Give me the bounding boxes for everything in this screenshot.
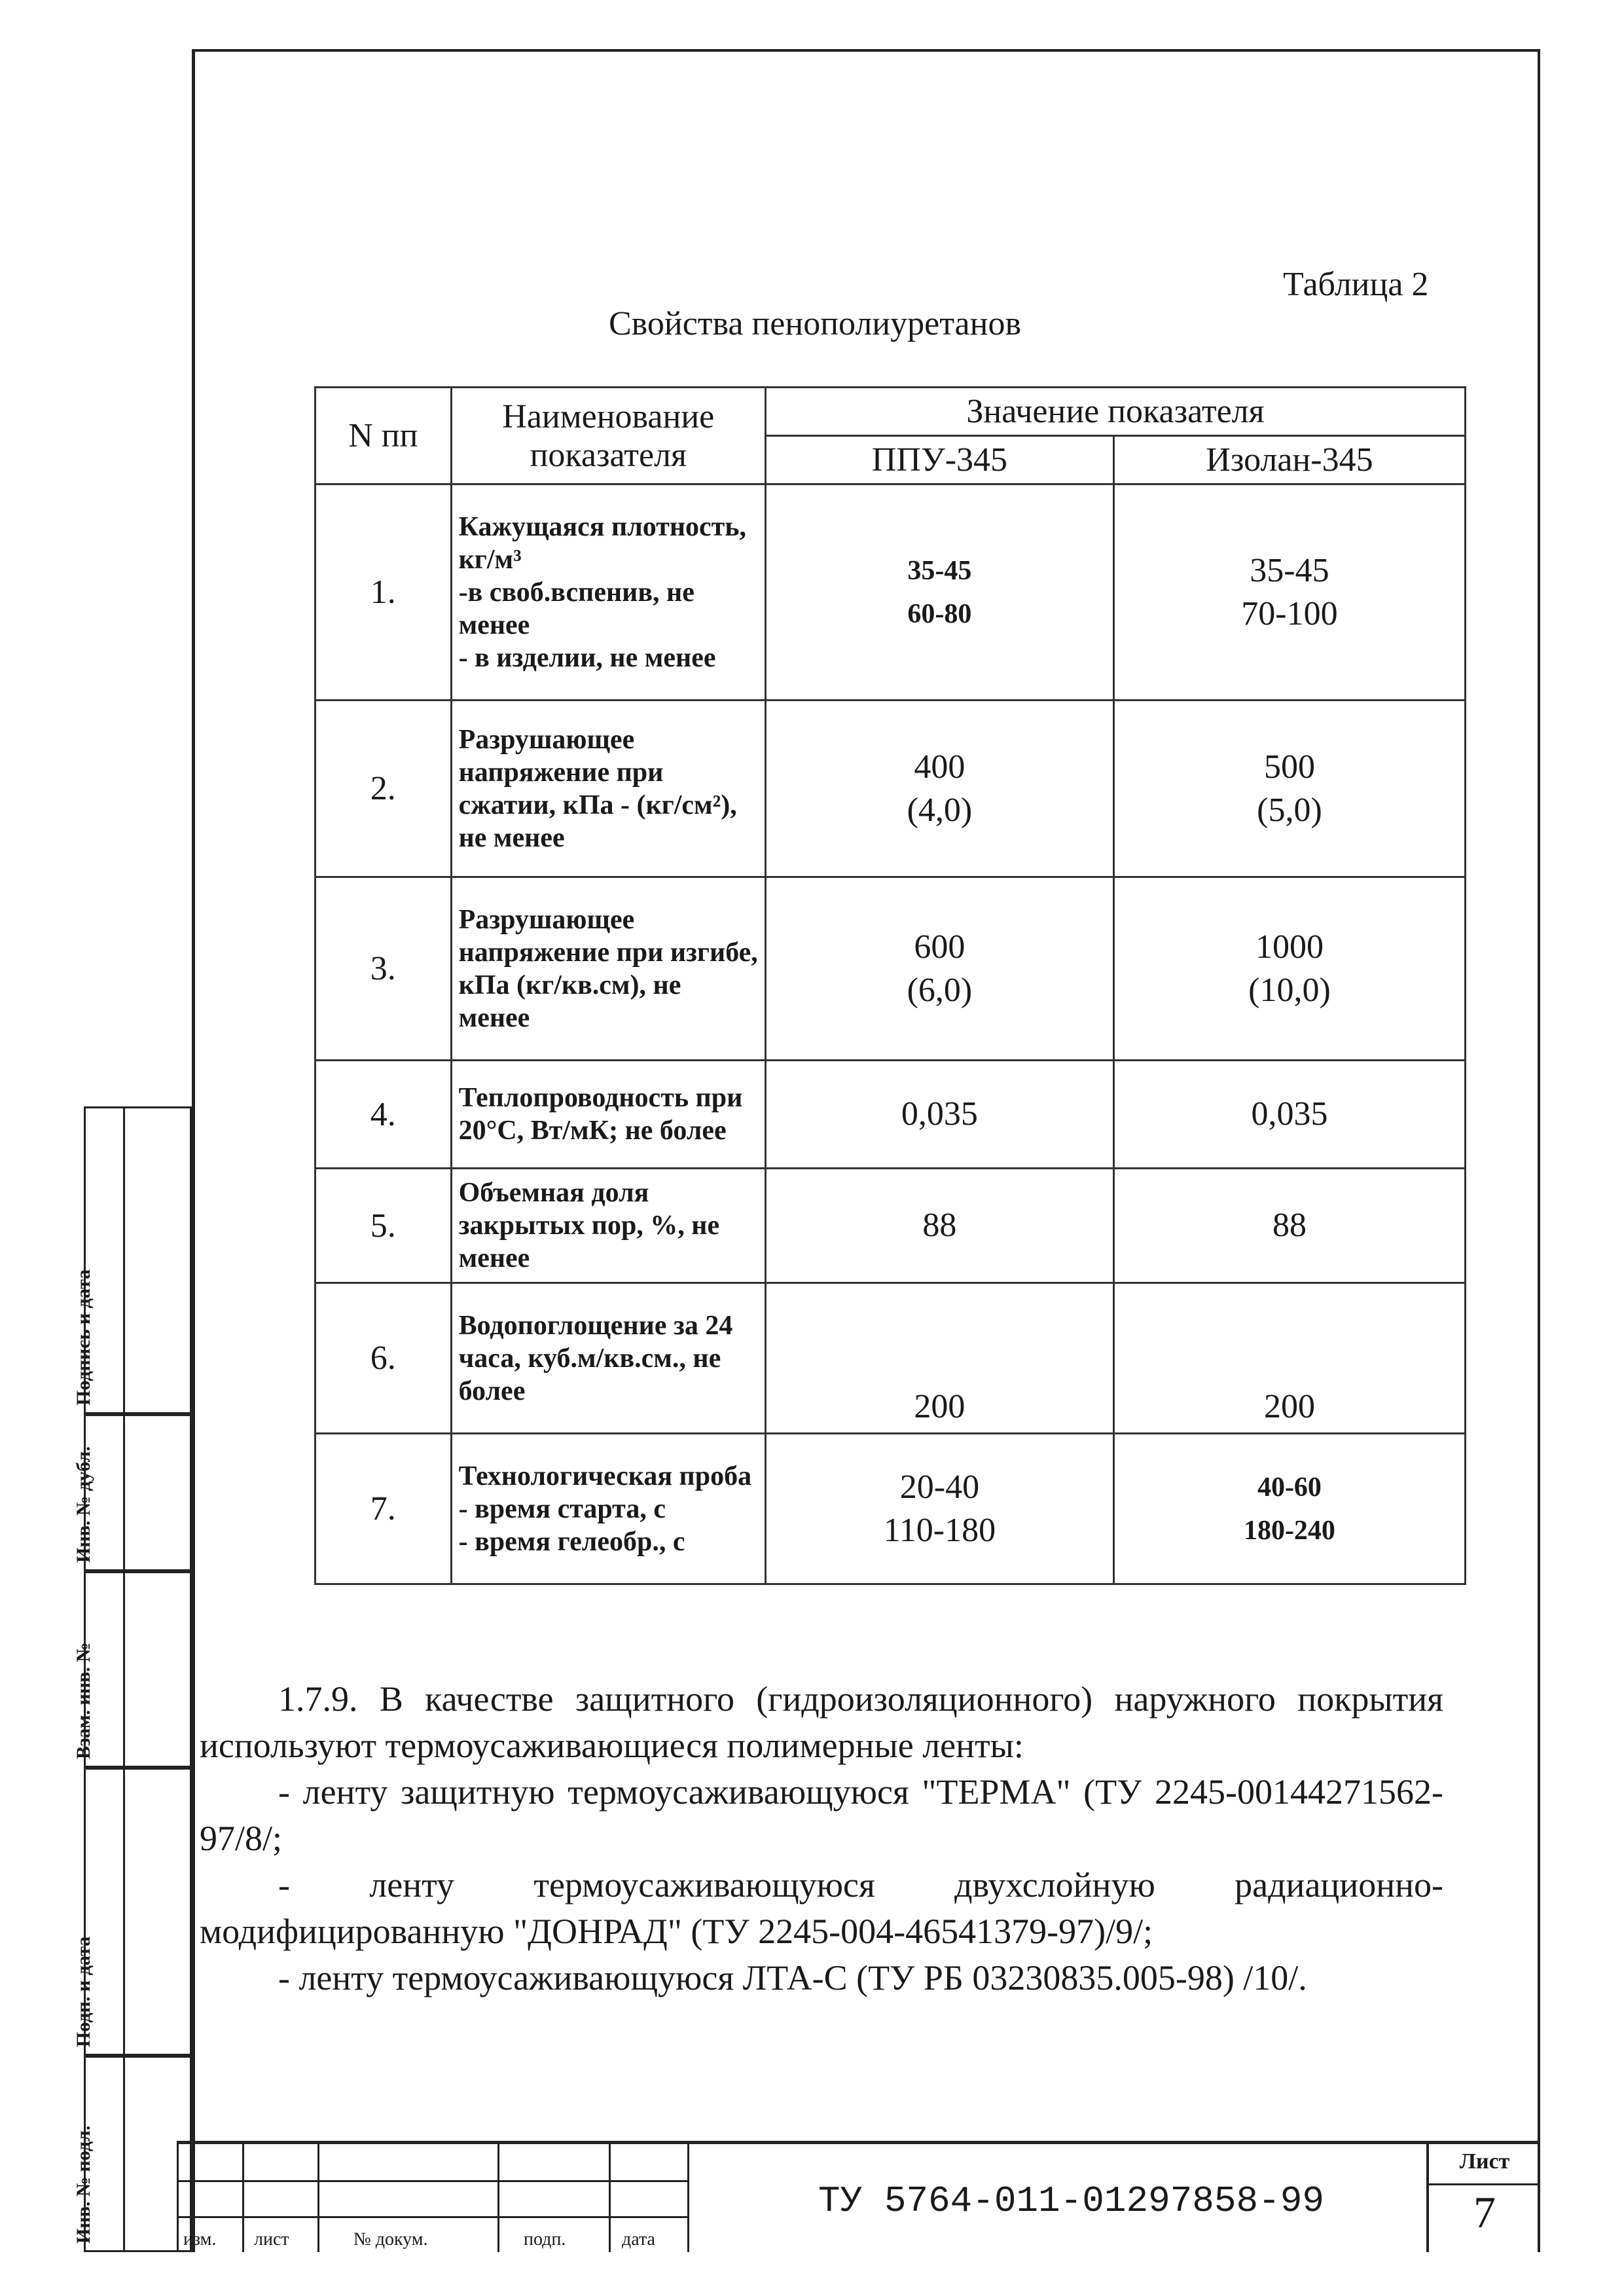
row-num: 7. [316, 1434, 452, 1584]
side-label: Инв. № дубл. [73, 1446, 94, 1563]
side-label: Подп. и дата [73, 1936, 94, 2047]
col-num-header: N пп [316, 388, 452, 484]
izm-label: изм. [183, 2229, 217, 2250]
doc-num-label: № докум. [353, 2229, 428, 2250]
col-ppu-header: ППУ-345 [765, 436, 1113, 484]
side-label: Взам. инв. № [73, 1642, 94, 1759]
row-izolan: 1000 (10,0) [1113, 877, 1465, 1061]
revision-grid [177, 2144, 687, 2255]
row-ppu: 600 (6,0) [765, 877, 1113, 1061]
row-ppu: 88 [765, 1169, 1113, 1283]
podp-label: подп. [524, 2229, 566, 2250]
table-row [316, 1283, 1466, 1434]
row-name: Разрушающее напряжение при изгибе, кПа (кг/кв.см), не менее [451, 877, 765, 1061]
row-ppu: 0,035 [765, 1061, 1113, 1169]
sheet-number: 7 [1473, 2187, 1496, 2237]
row-izolan: 35-45 70-100 [1113, 484, 1465, 701]
doc-code: ТУ 5764-011-01297858-99 [818, 2180, 1324, 2222]
table-row [316, 877, 1466, 1061]
side-stamp-inv-dubl [73, 1414, 192, 1571]
row-num: 2. [316, 701, 452, 877]
row-izolan: 500 (5,0) [1113, 701, 1465, 877]
row-num: 5. [316, 1169, 452, 1283]
row-num: 1. [316, 484, 452, 701]
col-value-group-header: Значение показателя [765, 388, 1465, 436]
paragraph: 1.7.9. В качестве защитного (гидроизоляционного) наружного покрытия используют термоусаживающиеся полимерные ленты: [200, 1679, 1443, 1765]
paragraph: - ленту термоусаживающуюся двухслойную радиационно-модифицированную "ДОНРАД" (ТУ 2245-004-46541379-97)/9/; [200, 1865, 1443, 1951]
table-row [316, 701, 1466, 877]
row-ppu: 35-45 60-80 [765, 484, 1113, 701]
table-row [316, 1434, 1466, 1584]
properties-table [314, 386, 1466, 1585]
table-row [316, 1169, 1466, 1283]
side-stamp-podp-data [73, 1768, 192, 2056]
row-name: Теплопроводность при 20°С, Вт/мК; не более [451, 1061, 765, 1169]
row-name: Водопоглощение за 24 часа, куб.м/кв.см., не более [451, 1283, 765, 1434]
side-stamp-inv-podl [73, 2056, 192, 2252]
col-name-header: Наименование показателя [451, 388, 765, 484]
title-block [177, 2141, 1540, 2252]
row-name: Объемная доля закрытых пор, %, не менее [451, 1169, 765, 1283]
table-row [316, 1061, 1466, 1169]
table-row [316, 484, 1466, 701]
side-label: Подпись и дата [73, 1269, 94, 1406]
paragraph: - ленту термоусаживающуюся ЛТА-С (ТУ РБ 03230835.005-98) /10/. [278, 1958, 1307, 1997]
row-name: Кажущаяся плотность, кг/м³ -в своб.вспенив, не менее - в изделии, не менее [451, 484, 765, 701]
side-stamp-sign-date [73, 1106, 192, 1414]
table-label: Таблица 2 [1283, 266, 1429, 303]
row-izolan: 0,035 [1113, 1061, 1465, 1169]
row-num: 6. [316, 1283, 452, 1434]
row-name: Технологическая проба - время старта, с - время гелеобр., с [451, 1434, 765, 1584]
paragraph: - ленту защитную термоусаживающуюся "ТЕРМА" (ТУ 2245-00144271562-97/8/; [200, 1772, 1443, 1858]
col-izolan-header: Изолан-345 [1113, 436, 1465, 484]
row-num: 4. [316, 1061, 452, 1169]
data-label: дата [622, 2229, 655, 2250]
row-ppu: 200 [765, 1283, 1113, 1434]
body-text [200, 1676, 1443, 2001]
row-izolan: 200 [1113, 1283, 1465, 1434]
row-name: Разрушающее напряжение при сжатии, кПа - (кг/см²), не менее [451, 701, 765, 877]
list-label: лист [254, 2229, 289, 2250]
table-title: Свойства пенополиуретанов [609, 305, 1022, 342]
row-num: 3. [316, 877, 452, 1061]
row-izolan: 88 [1113, 1169, 1465, 1283]
sheet-box [1426, 2144, 1540, 2252]
row-ppu: 400 (4,0) [765, 701, 1113, 877]
side-label: Инв. № подл. [73, 2125, 94, 2244]
row-izolan: 40-60 180-240 [1113, 1434, 1465, 1584]
sheet-label: Лист [1459, 2149, 1510, 2174]
side-stamp-vzam-inv [73, 1571, 192, 1768]
row-ppu: 20-40 110-180 [765, 1434, 1113, 1584]
